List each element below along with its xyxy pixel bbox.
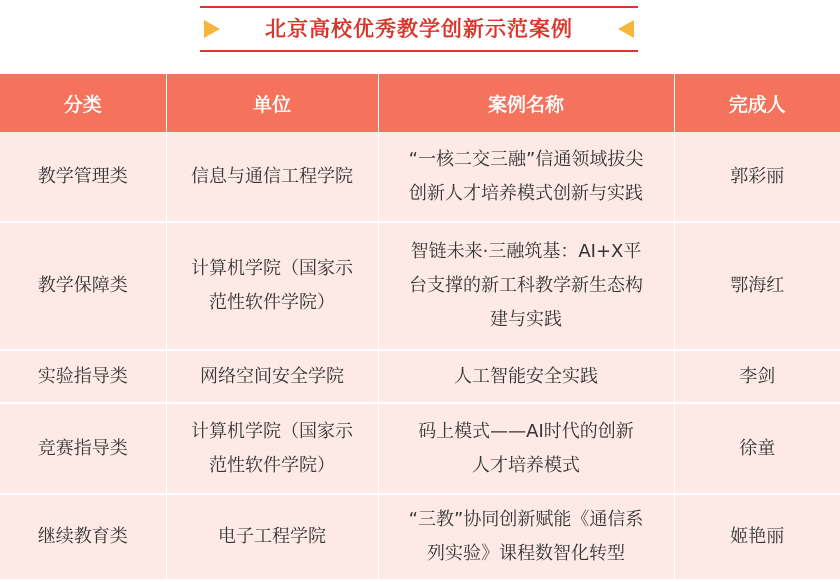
case-line: 创新人才培养模式创新与实践 xyxy=(409,182,643,204)
person-cell: 徐童 xyxy=(674,403,840,494)
category-cell: 继续教育类 xyxy=(0,494,166,580)
case-name-cell xyxy=(378,132,674,222)
case-line: 人工智能安全实践 xyxy=(454,365,598,387)
unit-line: 范性软件学院） xyxy=(209,454,335,476)
case-line: “三教”协同创新赋能《通信系 xyxy=(408,509,644,530)
unit-line: 网络空间安全学院 xyxy=(200,365,344,387)
case-line: 台支撑的新工科教学新生态构 xyxy=(409,275,643,296)
case-line: 建与实践 xyxy=(490,309,562,330)
category-cell: 教学管理类 xyxy=(0,132,166,222)
unit-cell xyxy=(166,494,378,580)
table-row xyxy=(0,403,840,494)
cases-table xyxy=(0,74,840,581)
title-banner xyxy=(200,6,638,54)
person-cell: 鄂海红 xyxy=(674,222,840,350)
case-name-cell xyxy=(378,494,674,580)
case-name-cell xyxy=(378,403,674,494)
unit-cell xyxy=(166,222,378,350)
unit-line: 计算机学院（国家示 xyxy=(191,420,353,442)
unit-line: 信息与通信工程学院 xyxy=(191,165,353,187)
category-cell: 教学保障类 xyxy=(0,222,166,350)
category-cell: 实验指导类 xyxy=(0,350,166,403)
table-row xyxy=(0,222,840,350)
page-title: 北京高校优秀教学创新示范案例 xyxy=(265,17,573,41)
case-line: “一核二交三融”信通领域拔尖 xyxy=(408,148,644,170)
unit-cell xyxy=(166,403,378,494)
case-line: 智链未来·三融筑基：AI+X平 xyxy=(410,241,642,262)
table-header-row xyxy=(0,74,840,132)
title-top-rule xyxy=(200,6,638,8)
triangle-left-icon xyxy=(618,20,634,38)
triangle-right-icon xyxy=(204,20,220,38)
unit-line: 计算机学院（国家示 xyxy=(191,258,353,279)
header-person: 完成人 xyxy=(674,74,840,132)
table-row xyxy=(0,494,840,580)
title-bottom-rule xyxy=(200,50,638,52)
person-cell: 郭彩丽 xyxy=(674,132,840,222)
header-unit: 单位 xyxy=(166,74,378,132)
unit-cell xyxy=(166,132,378,222)
case-line: 列实验》课程数智化转型 xyxy=(427,543,625,564)
category-cell: 竞赛指导类 xyxy=(0,403,166,494)
table-row xyxy=(0,132,840,222)
unit-cell xyxy=(166,350,378,403)
person-cell: 李剑 xyxy=(674,350,840,403)
case-line: 人才培养模式 xyxy=(472,454,580,476)
table-row xyxy=(0,350,840,403)
case-name-cell xyxy=(378,350,674,403)
case-name-cell xyxy=(378,222,674,350)
header-case-name: 案例名称 xyxy=(378,74,674,132)
unit-line: 范性软件学院） xyxy=(209,292,335,313)
case-line: 码上模式——AI时代的创新 xyxy=(418,420,634,442)
unit-line: 电子工程学院 xyxy=(218,526,326,547)
header-category: 分类 xyxy=(0,74,166,132)
person-cell: 姬艳丽 xyxy=(674,494,840,580)
